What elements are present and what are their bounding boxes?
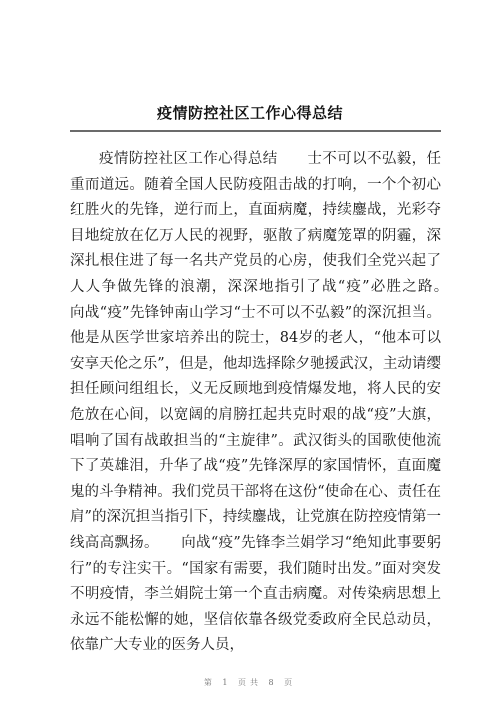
document-title: 疫情防控社区工作心得总结 [156,104,343,122]
body-paragraph: 疫情防控社区工作心得总结 士不可以不弘毅，任重而道远。随着全国人民防疫阻击战的打响，一个个初心红胜火的先锋，逆行而上，直面病魔，持续鏖战，光彩夺目地绽放在亿万人民的视野，驱散了病魔笼罩的阴霾，深深扎根住进了每一名共产党员的心房，使我们全党兴起了人人争做先锋的浪潮，深深地指引了战“疫”必胜之路。 向战“疫”先锋钟南山学习“士不可以不弘毅”的深沉担当。他是从医学世家培养出的院士，84岁的老人，“他本可以安享天伦之乐”，但是，他却选择除夕驰援武汉，主动请缨担任顾问组组长，义无反顾地到疫情爆发地，将人民的安危放在心间，以宽阔的肩膀扛起共克时艰的战“疫”大旗，唱响了国有战敢担当的“主旋律”。武汉街头的国歌使他流下了英雄泪，升华了战“疫”先锋深厚的家国情怀，直面魔鬼的斗争精神。我们党员干部将在这份“使命在心、责任在肩”的深沉担当指引下，持续鏖战，让党旗在防控疫情第一线高高飘扬。 向战“疫”先锋李兰娟学习“绝知此事要躬行”的专注实干。“国家有需要，我们随时出发。”面对突发不明疫情，李兰娟院士第一个直击病魔。对传染病思想上永远不能松懈的她，坚信依靠各级党委政府全民总动员，依靠广大专业的医务人员， [70,151,470,654]
title-divider [70,130,441,132]
document-body [70,147,470,659]
page-number-footer: 第 1 页共 8 页 [203,678,297,687]
